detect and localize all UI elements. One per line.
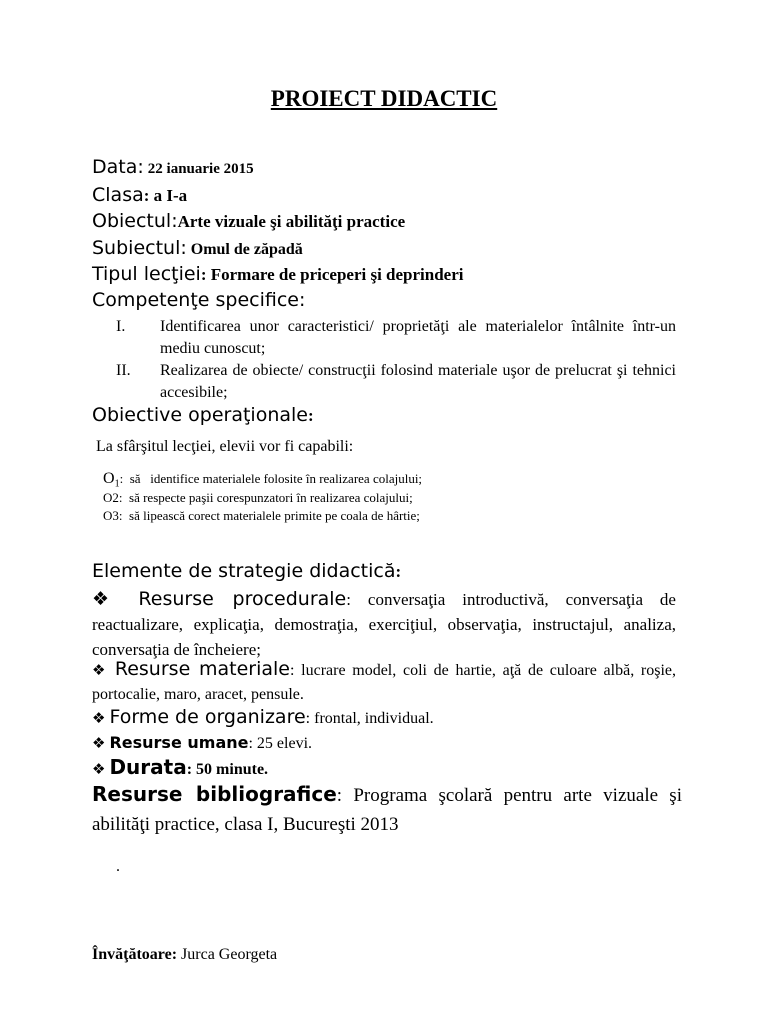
field-value: : Formare de priceperi şi deprinderi: [200, 265, 464, 284]
resurse-procedurale: [92, 587, 676, 663]
field-subiectul: [92, 237, 303, 259]
competenta-number: II.: [116, 362, 131, 379]
objective-code: O3: [103, 508, 119, 523]
competenta-text: Realizarea de obiecte/ construcţii folosind materiale uşor de prelucrat şi tehnici accesibile;: [160, 362, 676, 401]
field-label: Clasa: [92, 184, 144, 206]
resurse-label: Resurse bibliografice: [92, 782, 337, 806]
diamond-bullet-icon: ❖: [92, 588, 122, 610]
resurse-label: Resurse umane: [109, 733, 249, 752]
field-clasa: [92, 184, 187, 206]
heading-colon: :: [395, 562, 402, 581]
field-label: Obiectul:: [92, 210, 178, 232]
objective-item: [103, 490, 413, 506]
field-value: Omul de zăpadă: [190, 241, 303, 258]
field-value: : a I-a: [143, 186, 188, 205]
diamond-bullet-icon: ❖: [92, 661, 109, 679]
objective-text: să identifice materialele folosite în realizarea colajului;: [123, 471, 423, 486]
strategie-heading: [92, 560, 401, 582]
field-tipul-lectiei: [92, 263, 464, 285]
obiective-heading-text: Obiective operaţionale: [92, 404, 308, 426]
field-value: Arte vizuale şi abilităţi practice: [177, 212, 406, 231]
obiective-intro: La sfârşitul lecţiei, elevii vor fi capabili:: [96, 438, 354, 455]
resurse-label: Durata: [109, 755, 187, 779]
competente-heading: Competenţe specifice:: [92, 289, 306, 311]
obiective-heading: [92, 404, 314, 426]
field-data: [92, 156, 254, 178]
durata: [92, 755, 268, 779]
resurse-materiale: [92, 657, 676, 707]
diamond-bullet-icon: ❖: [92, 760, 106, 778]
resurse-text: : 25 elevi.: [248, 735, 313, 752]
objective-sep: :: [118, 490, 123, 505]
resurse-text: : 50 minute.: [186, 761, 269, 778]
field-label: Data:: [92, 156, 144, 178]
resurse-text: : Programa şcolară pentru arte vizuale şi abilităţi practice, clasa I, Bucureşti 2013: [92, 785, 682, 835]
competenta-item: [92, 316, 676, 360]
objective-text: să respecte paşii corespunzatori în realizarea colajului;: [122, 490, 413, 505]
objective-sep: :: [118, 508, 123, 523]
objective-sep: :: [119, 471, 124, 486]
strategie-heading-text: Elemente de strategie didactică: [92, 560, 396, 582]
competenta-item: [92, 360, 676, 404]
resurse-label: Resurse materiale: [114, 658, 290, 680]
footer-signature: [92, 946, 277, 964]
resurse-label: Forme de organizare: [109, 706, 306, 728]
objective-text: să lipească corect materialele primite pe coala de hârtie;: [122, 508, 420, 523]
diamond-bullet-icon: ❖: [92, 709, 106, 727]
objective-item: [103, 470, 422, 490]
dot-mark: .: [116, 858, 120, 875]
footer-name: Jurca Georgeta: [177, 946, 278, 963]
resurse-text: : lucrare model, coli de hartie, aţă de culoare albă, roşie, portocalie, maro, aracet, pensule.: [92, 662, 677, 703]
field-label: Tipul lecţiei: [92, 263, 201, 285]
diamond-bullet-icon: ❖: [92, 734, 106, 752]
document-title: PROIECT DIDACTIC: [270, 86, 498, 111]
resurse-label: Resurse procedurale: [138, 588, 347, 610]
resurse-bibliografice: [92, 780, 682, 840]
field-label: Subiectul:: [92, 237, 187, 259]
resurse-umane: [92, 733, 312, 753]
competenta-text: Identificarea unor caracteristici/ proprietăţi ale materialelor întâlnite într-un mediu cunoscut;: [160, 318, 676, 357]
objective-code: O2: [103, 490, 119, 505]
field-value: 22 ianuarie 2015: [147, 161, 254, 177]
forme-organizare: [92, 706, 434, 728]
footer-label: Învăţătoare:: [92, 946, 178, 963]
field-obiectul: [92, 210, 405, 232]
resurse-text: : conversaţia introductivă, conversaţia de reactualizare, explicaţia, demostraţia, exerciţiul, observaţia, instructajul, analiza, conversaţia de încheiere;: [92, 590, 676, 659]
objective-code-sub: 1: [114, 478, 120, 490]
resurse-text: : frontal, individual.: [305, 710, 434, 727]
objective-code: O: [103, 470, 115, 487]
objective-item: [103, 508, 420, 524]
heading-colon: :: [307, 406, 314, 425]
competenta-number: I.: [116, 318, 126, 335]
